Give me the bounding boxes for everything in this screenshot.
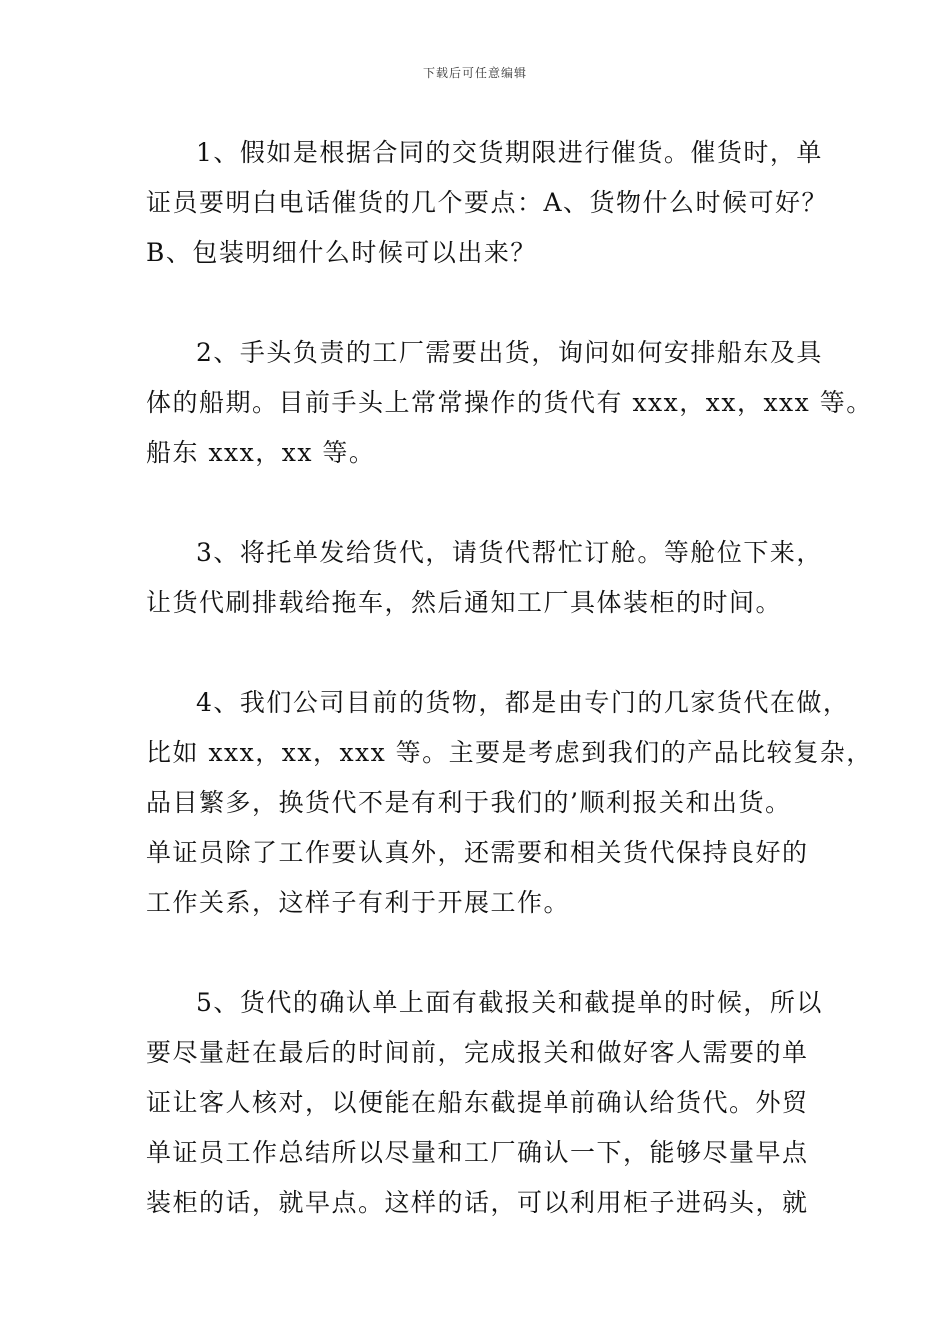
- text-line: 2、手头负责的工厂需要出货，询问如何安排船东及具: [196, 338, 823, 367]
- paragraph-1: [146, 128, 836, 278]
- paragraph-4: [146, 678, 873, 928]
- text-line: 工作关系，这样子有利于开展工作。: [146, 888, 571, 917]
- text-line: 装柜的话，就早点。这样的话，可以利用柜子进码头，就: [146, 1188, 809, 1217]
- text-line: 3、将托单发给货代，请货代帮忙订舱。等舱位下来，: [196, 538, 823, 567]
- text-line: 体的船期。目前手头上常常操作的货代有 xxx，xx，xxx 等。: [146, 388, 873, 417]
- paragraph-3: [146, 528, 836, 628]
- text-line: 品目繁多，换货代不是有利于我们的’顺利报关和出货。: [146, 788, 792, 817]
- text-line: 单证员除了工作要认真外，还需要和相关货代保持良好的: [146, 838, 809, 867]
- text-line: 证员要明白电话催货的几个要点：A、货物什么时候可好？: [146, 188, 829, 217]
- text-line: 5、货代的确认单上面有截报关和截提单的时候，所以: [196, 988, 823, 1017]
- paragraph-5: [146, 978, 836, 1228]
- document-body: [146, 128, 873, 1278]
- text-line: B、包装明细什么时候可以出来？: [146, 238, 537, 267]
- text-line: 4、我们公司目前的货物，都是由专门的几家货代在做，: [196, 688, 850, 717]
- text-line: 证让客人核对，以便能在船东截提单前确认给货代。外贸: [146, 1088, 809, 1117]
- paragraph-2: [146, 328, 873, 478]
- text-line: 单证员工作总结所以尽量和工厂确认一下，能够尽量早点: [146, 1138, 809, 1167]
- text-line: 让货代刷排载给拖车，然后通知工厂具体装柜的时间。: [146, 588, 783, 617]
- page-header: 下载后可任意编辑: [422, 66, 527, 80]
- text-line: 比如 xxx，xx，xxx 等。主要是考虑到我们的产品比较复杂，: [146, 738, 873, 767]
- text-line: 1、假如是根据合同的交货期限进行催货。催货时，单: [196, 138, 823, 167]
- text-line: 要尽量赶在最后的时间前，完成报关和做好客人需要的单: [146, 1038, 809, 1067]
- text-line: 船东 xxx，xx 等。: [146, 438, 376, 467]
